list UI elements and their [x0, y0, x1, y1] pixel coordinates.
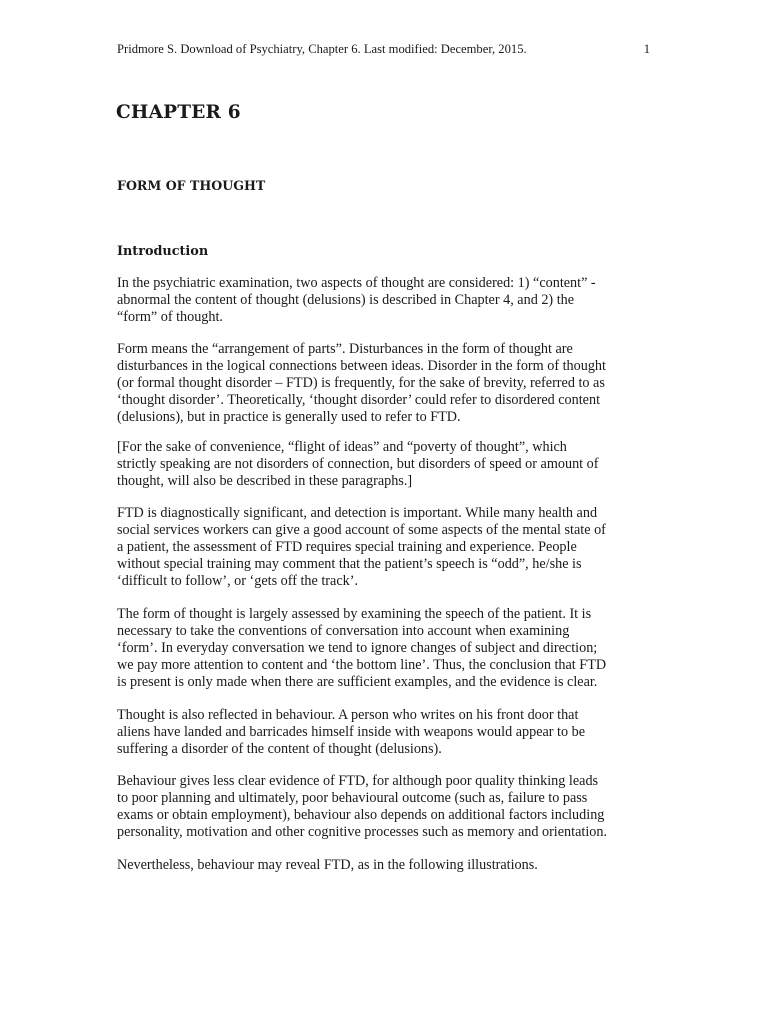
text-line: Thought is also reflected in behaviour. A person who writes on his front door that [117, 707, 579, 723]
text-line: In the psychiatric examination, two aspects of thought are considered: 1) “content” - [117, 275, 596, 291]
text-line: necessary to take the conventions of conversation into account when examining [117, 623, 570, 639]
text-line: is present is only made when there are sufficient examples, and the evidence is clear. [117, 674, 598, 690]
text-line: FTD is diagnostically significant, and detection is important. While many health and [117, 505, 598, 521]
text-line: Form means the “arrangement of parts”. Disturbances in the form of thought are [117, 341, 573, 357]
text-line: ‘thought disorder’. Theoretically, ‘thought disorder’ could refer to disordered content [117, 392, 601, 408]
text-line: Behaviour gives less clear evidence of FTD, for although poor quality thinking leads [117, 773, 599, 789]
paragraph-speech-assessment [117, 606, 657, 691]
text-line: we pay more attention to content and ‘the bottom line’. Thus, the conclusion that FTD [117, 657, 607, 673]
page-number: 1 [643, 42, 650, 56]
text-line: aliens have landed and barricades himself inside with weapons would appear to be [117, 724, 586, 740]
paragraph-diagnostic-significance [117, 505, 657, 590]
text-line: [For the sake of convenience, “flight of ideas” and “poverty of thought”, which [117, 439, 567, 455]
text-line: “form” of thought. [117, 309, 223, 325]
text-line: abnormal the content of thought (delusions) is described in Chapter 4, and 2) the [117, 292, 575, 308]
text-line: personality, motivation and other cognitive processes such as memory and orientation. [117, 824, 608, 840]
text-line: social services workers can give a good account of some aspects of the mental state of [117, 522, 606, 538]
text-line: (or formal thought disorder – FTD) is frequently, for the sake of brevity, referred to as [117, 375, 605, 391]
text-line: exams or obtain employment), behaviour also depends on additional factors including [117, 807, 605, 823]
text-line: without special training may comment that the patient’s speech is “odd”, he/she is [117, 556, 582, 572]
header-citation: Pridmore S. Download of Psychiatry, Chapter 6. Last modified: December, 2015. [117, 42, 527, 56]
page-header [117, 41, 653, 57]
text-line: (delusions), but in practice is generally used to refer to FTD. [117, 409, 461, 425]
text-line: thought, will also be described in these paragraphs.] [117, 473, 413, 489]
section-title: FORM OF THOUGHT [117, 178, 266, 193]
chapter-title: CHAPTER 6 [116, 102, 241, 123]
text-line: ‘form’. In everyday conversation we tend to ignore changes of subject and direction; [117, 640, 598, 656]
paragraph-behaviour-evidence [117, 773, 657, 841]
text-line: strictly speaking are not disorders of connection, but disorders of speed or amount of [117, 456, 599, 472]
text-line: ‘difficult to follow’, or ‘gets off the track’. [117, 573, 358, 589]
paragraph-convenience-note [117, 439, 657, 490]
paragraph-form-definition [117, 341, 657, 426]
paragraph-illustrations-intro [117, 857, 657, 874]
text-line: a patient, the assessment of FTD requires special training and experience. People [117, 539, 577, 555]
text-line: suffering a disorder of the content of thought (delusions). [117, 741, 442, 757]
text-line: disturbances in the logical connections between ideas. Disorder in the form of thought [117, 358, 606, 374]
paragraph-content-and-form [117, 275, 657, 326]
text-line: to poor planning and ultimately, poor behavioural outcome (such as, failure to pass [117, 790, 588, 806]
paragraph-behaviour-reflection [117, 707, 657, 758]
text-line: Nevertheless, behaviour may reveal FTD, as in the following illustrations. [117, 857, 538, 873]
subsection-title-introduction: Introduction [117, 244, 209, 259]
text-line: The form of thought is largely assessed by examining the speech of the patient. It is [117, 606, 592, 622]
